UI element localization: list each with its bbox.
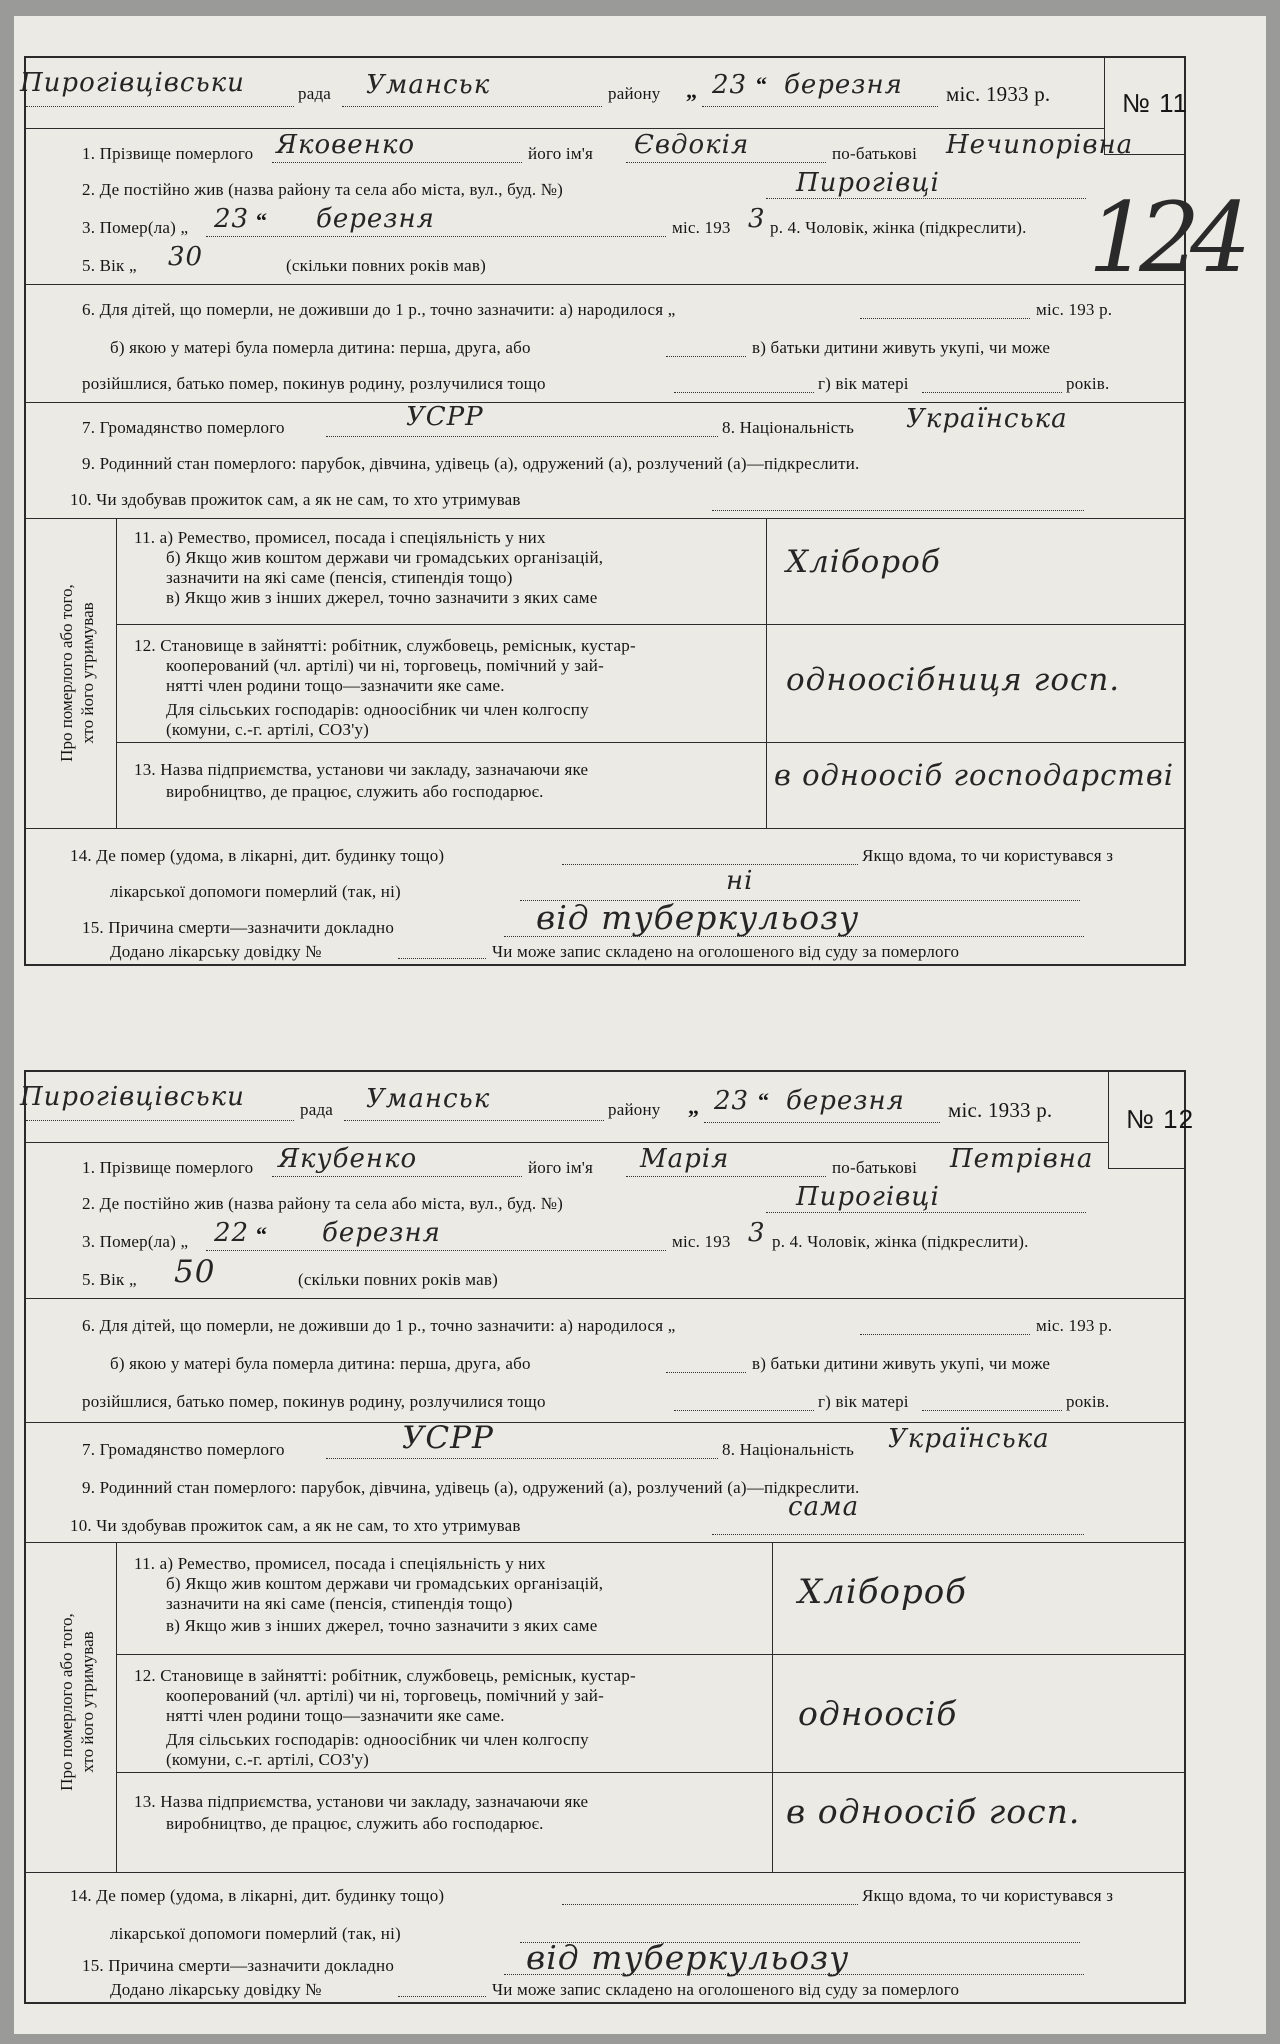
death-day: 22: [214, 1218, 250, 1248]
sex-label: р. 4. Чоловік, жінка (підкреслити).: [770, 218, 1027, 237]
age: 50: [174, 1254, 216, 1290]
death-month: березня: [322, 1218, 441, 1248]
day: 23: [714, 1086, 750, 1116]
death-year: 3: [748, 1218, 766, 1248]
workplace: в одноосіб господарстві: [774, 758, 1175, 792]
death-day: 23: [214, 204, 250, 234]
nationality: Українська: [906, 404, 1068, 434]
surname: Яковенко: [276, 130, 416, 160]
nationality: Українська: [888, 1424, 1050, 1454]
first-name: Марія: [640, 1144, 730, 1174]
cause-of-death: від туберкульозу: [526, 1938, 850, 1977]
citizenship: УСРР: [402, 1420, 494, 1456]
field-1-label: 1. Прізвище померлого: [82, 144, 254, 163]
month: березня: [784, 70, 903, 100]
first-name: Євдокія: [634, 130, 750, 160]
rayon-name: Уманськ: [366, 70, 491, 100]
rada-label: рада: [298, 84, 332, 103]
patronymic: Петрівна: [950, 1144, 1094, 1174]
day: 23: [712, 70, 748, 100]
rayon-label: району: [608, 84, 661, 103]
side-caption: Про померлого або того, хто його утримував: [57, 584, 97, 762]
residence: Пирогівці: [796, 168, 940, 198]
rayon-name: Уманськ: [366, 1084, 491, 1114]
age: 30: [168, 242, 204, 272]
supported-by: сама: [788, 1492, 860, 1522]
occupation: Хлібороб: [786, 544, 941, 580]
citizenship: УСРР: [406, 402, 484, 432]
residence: Пирогівці: [796, 1182, 940, 1212]
employment-status: одноосібниця госп.: [786, 662, 1121, 698]
employment-status: одноосіб: [798, 1694, 958, 1733]
side-caption: Про померлого або того, хто його утримував: [57, 1613, 97, 1791]
month: березня: [786, 1086, 905, 1116]
occupation: Хлібороб: [798, 1572, 967, 1612]
rada-name: Пирогівцівськи: [20, 68, 245, 98]
record-number: № 12: [1126, 1104, 1195, 1134]
death-record-11: Пирогівцівськи рада Уманськ району „ 23 “ березня міс. 1933 р. № 11 1. Прізвище померлого Яковенко його ім'я Євдокія по-батькові Нечипорівна 2. Де постійно жив (назва району та села або міста, вул., буд. №) Пирогівці 3. Помер(ла) „ 23 “ березня міс. 193 3 р. 4. Чоловік, жінка (підкреслити). 5. Вік „ 30 (скільки повних років мав) 6. Для дітей, що померли, не доживши до 1 р., точно зазначити: а) народилося „ міс. 193 р. б) якою у матері була померла дитина: перша, друга, або в) батьки дитини живуть укупі, чи може розійшлися, батько помер, покинув родину, розлучилися тощо г) вік матері років. 7. Громадянство померлого УСРР 8. Національність Українська 9. Родинний стан померлого: парубок, дівчина, удівець (а), одружений (а), розлучений (а)—підкреслити. 10. Чи здобував прожиток сам, а як не сам, то хто утримував Про померлого або того, хто його утримував 11. а) Ремество, промисел, посада і спеціяльність у них б) Якщо жив коштом держави чи громадських організацій, зазначити на які саме (пенсія, стипендія тощо) в) Якщо жив з інших джерел, точно зазначити з яких саме Хлібороб 12. Становище в зайнятті: робітник, службовець, реміснык, кустар- кооперований (чл. артілі) чи ні, торговець, помічний у зай- нятті член родини тощо—зазначити яке саме. Для сільських господарів: одноосібник чи член колгоспу (комуни, с.-г. артілі, СОЗ'у) одноосібниця госп. 13. Назва підприємства, установи чи закладу, зазначаючи яке виробництво, де працює, служить або господарює. в одноосіб господарстві 14. Де помер (удома, в лікарні, дит. будинку тощо) Якщо вдома, то чи користувався з лікарської допомоги померлий (так, ні) ні 15. Причина смерти—зазначити докладно від туберкульозу Додано лікарську довідку № Чи може запис складено на оголошеного від суду за померлого: [24, 56, 1186, 966]
medical-help: ні: [726, 866, 754, 896]
surname: Якубенко: [278, 1144, 418, 1174]
workplace: в одноосіб госп.: [786, 1792, 1081, 1831]
death-year: 3: [748, 204, 766, 234]
death-record-12: Пирогівцівськи рада Уманськ району „ 23 “ березня міс. 1933 р. № 12 1. Прізвище померлого Якубенко його ім'я Марія по-батькові Петрівна 2. Де постійно жив (назва району та села або міста, вул., буд. №) Пирогівці 3. Помер(ла) „ 22 “ березня міс. 193 3 р. 4. Чоловік, жінка (підкреслити). 5. Вік „ 50 (скільки повних років мав) 6. Для дітей, що померли, не доживши до 1 р., точно зазначити: а) народилося „ міс. 193 р. б) якою у матері була померла дитина: перша, друга, або в) батьки дитини живуть укупі, чи може розійшлися, батько помер, покинув родину, розлучилися тощо г) вік матері років. 7. Громадянство померлого УСРР 8. Національність Українська 9. Родинний стан померлого: парубок, дівчина, удівець (а), одружений (а), розлучений (а)—підкреслити. 10. Чи здобував прожиток сам, а як не сам, то хто утримував сама Про померлого або того, хто його утримував 11. а) Ремество, промисел, посада і спеціяльність у них б) Якщо жив коштом держави чи громадських організацій, зазначити на які саме (пенсія, стипендія тощо) в) Якщо жив з інших джерел, точно зазначити з яких саме Хлібороб 12. Становище в зайнятті: робітник, службовець, реміснык, кустар- кооперований (чл. артілі) чи ні, торговець, помічний у зай- нятті член родини тощо—зазначити яке саме. Для сільських господарів: одноосібник чи член колгоспу (комуни, с.-г. артілі, СОЗ'у) одноосіб 13. Назва підприємства, установи чи закладу, зазначаючи яке виробництво, де працює, служить або господарює. в одноосіб госп. 14. Де помер (удома, в лікарні, дит. будинку тощо) Якщо вдома, то чи користувався з лікарської допомоги померлий (так, ні) 15. Причина смерти—зазначити докладно від туберкульозу Додано лікарську довідку № Чи може запис складено на оголошеного від суду за померлого: [24, 1070, 1186, 2004]
month-year-label: міс. 1933 р.: [946, 82, 1051, 106]
field-2-label: 2. Де постійно жив (назва району та села або міста, вул., буд. №): [82, 180, 564, 199]
rada-name: Пирогівцівськи: [20, 1082, 245, 1112]
margin-annotation: 124: [1088, 182, 1242, 294]
patronymic: Нечипорівна: [946, 130, 1134, 160]
register-page: [14, 16, 1266, 2034]
death-month: березня: [316, 204, 435, 234]
cause-of-death: від туберкульозу: [536, 898, 860, 937]
record-number: № 11: [1122, 88, 1189, 118]
